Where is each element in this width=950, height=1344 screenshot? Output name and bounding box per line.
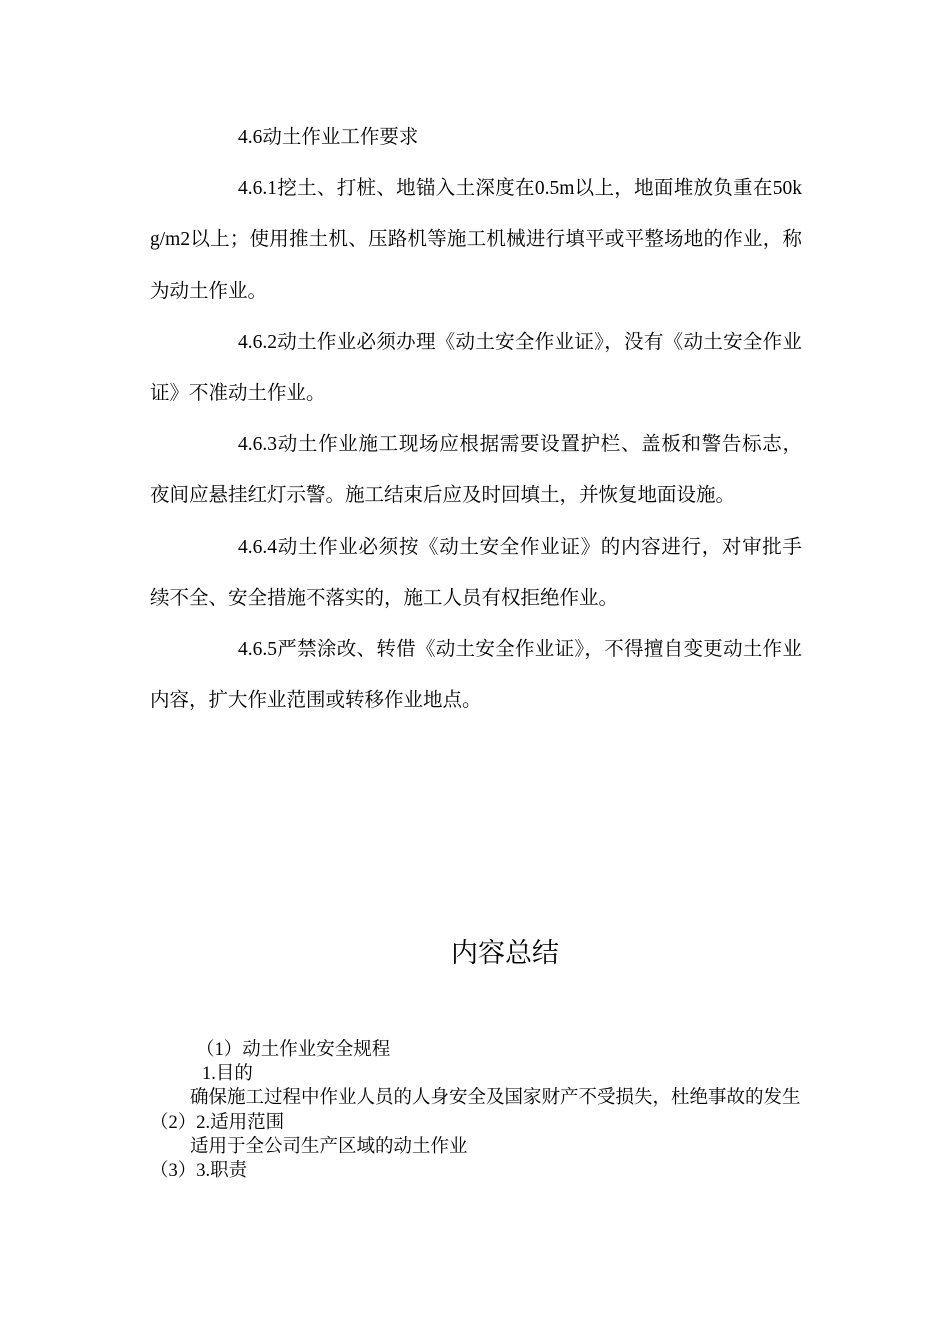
paragraph-4-6-5: 4.6.5严禁涂改、转借《动土安全作业证》，不得擅自变更动土作业内容，扩大作业范围或转移作业地点。 [150,639,802,712]
summary-title: 内容总结 [451,938,559,969]
paragraph-4-6-3: 4.6.3动土作业施工现场应根据需要设置护栏、盖板和警告标志，夜间应悬挂红灯示警。施工结束后应及时回填土，并恢复地面设施。 [150,434,802,507]
summary-line: 适用于全公司生产区域的动土作业 [190,1136,468,1157]
summary-line: （2）2.适用范围 [150,1112,285,1133]
paragraph-4-6-2: 4.6.2动土作业必须办理《动土安全作业证》，没有《动土安全作业证》不准动土作业。 [150,331,802,405]
paragraph-4-6-4: 4.6.4动土作业必须按《动土安全作业证》的内容进行，对审批手续不全、安全措施不落实的，施工人员有权拒绝作业。 [150,536,802,609]
document-body [150,112,802,726]
summary-line: （3）3.职责 [150,1161,248,1182]
summary-line: 确保施工过程中作业人员的人身安全及国家财产不受损失，杜绝事故的发生 [190,1088,801,1109]
section-heading: 4.6动土作业工作要求 [238,127,419,148]
summary-section [150,1038,802,1183]
summary-line: 1.目的 [202,1064,253,1085]
paragraph-4-6-1: 4.6.1挖土、打桩、地锚入土深度在0.5m以上，地面堆放负重在50kg/m2以上；使用推土机、压路机等施工机械进行填平或平整场地的作业，称为动土作业。 [150,178,802,302]
summary-line: （1）动土作业安全规程 [196,1040,391,1060]
